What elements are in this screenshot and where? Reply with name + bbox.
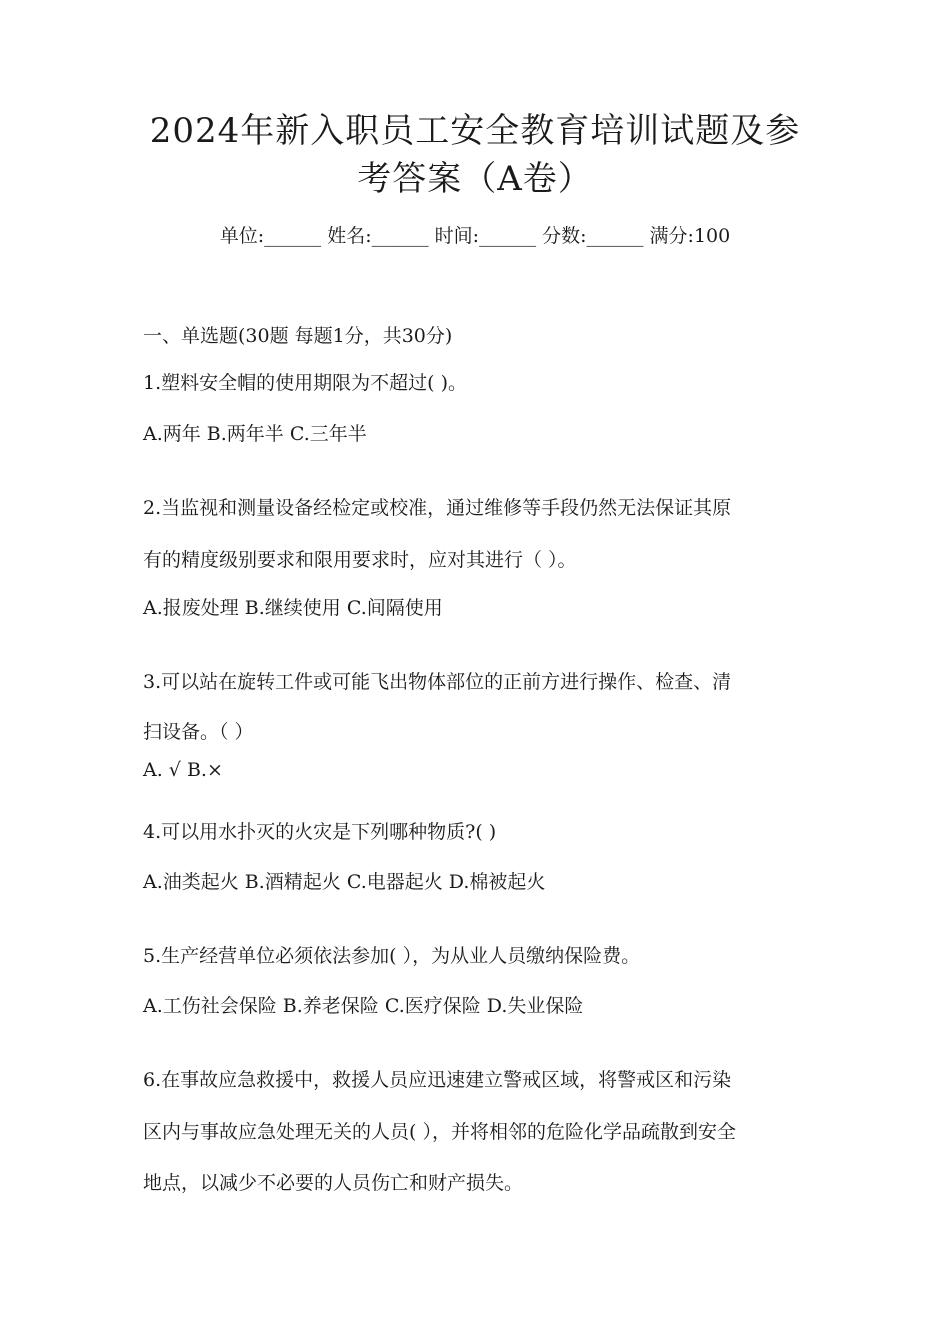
question-1-options: A.两年 B.两年半 C.三年半 <box>143 423 367 445</box>
document-title-line-2: 考答案（A卷） <box>357 159 593 199</box>
question-3-options: A. √ B.× <box>143 759 223 781</box>
question-4-text: 4.可以用水扑灭的火灾是下列哪种物质?( ) <box>143 821 497 843</box>
question-5-text: 5.生产经营单位必须依法参加( ），为从业人员缴纳保险费。 <box>143 945 641 967</box>
question-2-text-line-1: 2.当监视和测量设备经检定或校准，通过维修等手段仍然无法保证其原 <box>143 497 732 519</box>
question-5-options: A.工伤社会保险 B.养老保险 C.医疗保险 D.失业保险 <box>143 995 584 1017</box>
question-4-options: A.油类起火 B.酒精起火 C.电器起火 D.棉被起火 <box>143 871 546 893</box>
question-3-text-line-2: 扫设备。（ ） <box>143 721 254 743</box>
document-title-line-1: 2024年新入职员工安全教育培训试题及参 <box>149 111 801 151</box>
question-2-text-line-2: 有的精度级别要求和限用要求时，应对其进行（ ）。 <box>143 549 577 571</box>
question-2-options: A.报废处理 B.继续使用 C.间隔使用 <box>143 597 443 619</box>
question-6-text-line-1: 6.在事故应急救援中，救援人员应迅速建立警戒区域，将警戒区和污染 <box>143 1069 732 1091</box>
section-heading: 一、单选题(30题 每题1分，共30分) <box>143 325 453 347</box>
question-1-text: 1.塑料安全帽的使用期限为不超过( )。 <box>143 372 467 394</box>
question-3-text-line-1: 3.可以站在旋转工件或可能飞出物体部位的正前方进行操作、检查、清 <box>143 671 732 693</box>
exam-info-line: 单位:______ 姓名:______ 时间:______ 分数:______ 满分:100 <box>219 225 731 247</box>
question-6-text-line-2: 区内与事故应急处理无关的人员( ），并将相邻的危险化学品疏散到安全 <box>143 1121 736 1143</box>
question-6-text-line-3: 地点，以减少不必要的人员伤亡和财产损失。 <box>143 1172 524 1194</box>
